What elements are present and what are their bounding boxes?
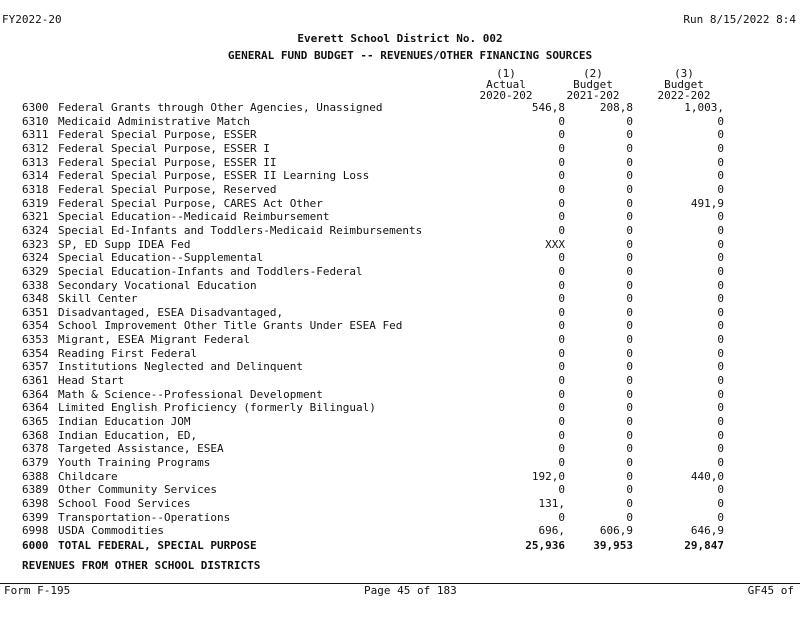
row-actual: 0 [558, 264, 565, 278]
row-budget-2021: 0 [626, 414, 633, 428]
table-row [22, 333, 782, 346]
row-description: Head Start [58, 374, 125, 387]
row-actual: 0 [558, 387, 565, 401]
row-code: 6323 [22, 237, 49, 251]
row-actual: XXX [545, 237, 565, 251]
row-budget-2022: 0 [717, 414, 724, 428]
row-description: USDA Commodities [58, 524, 164, 538]
row-budget-2022: 0 [717, 374, 724, 387]
row-budget-2021: 0 [626, 278, 633, 292]
column-type: Budget [664, 78, 704, 91]
column-years: 2022-202 [657, 89, 711, 102]
table-row [22, 169, 782, 182]
row-budget-2022: 0 [717, 346, 724, 360]
column-type: Actual [486, 78, 526, 91]
row-actual: 0 [558, 251, 565, 265]
row-actual: 131, [538, 496, 565, 510]
table-row [22, 115, 782, 128]
row-actual: 0 [558, 483, 565, 497]
row-code: 6321 [22, 210, 49, 224]
row-code: 6319 [22, 196, 49, 210]
row-budget-2022: 0 [717, 251, 724, 265]
row-description: Special Education--Supplemental [58, 251, 264, 265]
row-budget-2022: 0 [717, 169, 724, 183]
row-code: 6324 [22, 251, 49, 265]
row-budget-2021: 0 [626, 292, 633, 306]
table-row [22, 483, 782, 496]
table-row [22, 292, 782, 305]
row-actual: 0 [558, 114, 565, 128]
row-budget-2022: 0 [717, 141, 724, 155]
table-row [22, 456, 782, 469]
row-code: 6314 [22, 169, 49, 183]
row-description: School Food Services [58, 496, 191, 510]
table-row [22, 224, 782, 237]
row-budget-2022: 0 [717, 305, 724, 319]
row-budget-2021: 0 [626, 305, 633, 319]
row-budget-2022: 0 [717, 455, 724, 469]
row-description: Special Education-Infants and Toddlers-Federal [58, 264, 363, 278]
column-number: (1) [496, 67, 516, 80]
district-name: Everett School District No. 002 [297, 32, 503, 45]
row-budget-2022: 0 [717, 428, 724, 442]
row-actual: 0 [558, 169, 565, 183]
row-budget-2022: 0 [717, 264, 724, 278]
row-budget-2021: 0 [626, 141, 633, 155]
row-code: 6354 [22, 319, 49, 333]
row-code: 6300 [22, 101, 49, 114]
row-description: Targeted Assistance, ESEA [58, 442, 224, 456]
row-actual: 0 [558, 182, 565, 196]
row-budget-2021: 0 [626, 114, 633, 128]
row-description: Federal Special Purpose, ESSER II Learning Loss [58, 169, 370, 183]
row-budget-2022: 0 [717, 210, 724, 224]
column-number: (2) [583, 67, 603, 80]
row-budget-2022: 0 [717, 237, 724, 251]
row-description: Medicaid Administrative Match [58, 114, 251, 128]
row-budget-2021: 0 [626, 387, 633, 401]
row-description: Indian Education JOM [58, 414, 191, 428]
row-budget-2021: 0 [626, 346, 633, 360]
row-description: Secondary Vocational Education [58, 278, 257, 292]
table-row [22, 401, 782, 414]
row-code: 6399 [22, 510, 49, 524]
row-description: Childcare [58, 469, 118, 483]
row-budget-2022: 0 [717, 442, 724, 456]
row-budget-2022: 0 [717, 360, 724, 374]
total-row [22, 539, 782, 552]
row-budget-2021: 0 [626, 442, 633, 456]
table-row [22, 265, 782, 278]
row-description: Special Ed-Infants and Toddlers-Medicaid Reimbursements [58, 223, 423, 237]
row-code: 6353 [22, 333, 49, 347]
row-description: Federal Special Purpose, Reserved [58, 182, 277, 196]
row-actual: 0 [558, 305, 565, 319]
row-actual: 0 [558, 155, 565, 169]
row-description: Federal Special Purpose, ESSER [58, 128, 257, 142]
row-budget-2021: 0 [626, 196, 633, 210]
table-row [22, 142, 782, 155]
row-budget-2021: 0 [626, 428, 633, 442]
row-code: 6388 [22, 469, 49, 483]
row-budget-2022: 0 [717, 319, 724, 333]
row-description: Federal Special Purpose, ESSER I [58, 141, 270, 155]
table-row [22, 497, 782, 510]
total-code: 6000 [22, 539, 49, 552]
row-budget-2021: 0 [626, 401, 633, 415]
row-description: SP, ED Supp IDEA Fed [58, 237, 191, 251]
section-title: GENERAL FUND BUDGET -- REVENUES/OTHER FINANCING SOURCES [227, 49, 593, 62]
row-code: 6998 [22, 524, 49, 538]
row-actual: 0 [558, 128, 565, 142]
row-code: 6364 [22, 387, 49, 401]
row-budget-2021: 0 [626, 237, 633, 251]
row-code: 6338 [22, 278, 49, 292]
row-code: 6365 [22, 414, 49, 428]
row-actual: 0 [558, 278, 565, 292]
row-code: 6318 [22, 182, 49, 196]
row-budget-2021: 0 [626, 155, 633, 169]
row-code: 6368 [22, 428, 49, 442]
form-number: Form F-195 [4, 584, 71, 597]
row-actual: 0 [558, 414, 565, 428]
row-budget-2022: 0 [717, 333, 724, 347]
row-actual: 0 [558, 346, 565, 360]
row-budget-2021: 0 [626, 319, 633, 333]
row-code: 6389 [22, 483, 49, 497]
column-header-budget-2022 [648, 68, 720, 101]
table-row [22, 197, 782, 210]
total-budget-2022: 29,847 [684, 539, 724, 552]
row-budget-2021: 0 [626, 223, 633, 237]
row-description: School Improvement Other Title Grants Under ESEA Fed [58, 319, 403, 333]
row-budget-2021: 0 [626, 264, 633, 278]
table-row [22, 415, 782, 428]
row-actual: 0 [558, 428, 565, 442]
row-budget-2021: 0 [626, 496, 633, 510]
row-budget-2022: 0 [717, 510, 724, 524]
row-budget-2022: 0 [717, 182, 724, 196]
row-budget-2022: 440,0 [690, 469, 724, 483]
row-budget-2021: 208,8 [599, 101, 633, 114]
row-code: 6312 [22, 141, 49, 155]
row-description: Indian Education, ED, [58, 428, 198, 442]
run-time: Run 8/15/2022 8:4 [683, 13, 796, 26]
row-description: Federal Special Purpose, ESSER II [58, 155, 277, 169]
table-row [22, 251, 782, 264]
table-row [22, 306, 782, 319]
row-code: 6379 [22, 455, 49, 469]
row-code: 6324 [22, 223, 49, 237]
row-actual: 0 [558, 455, 565, 469]
row-budget-2022: 646,9 [690, 524, 724, 538]
row-actual: 0 [558, 223, 565, 237]
column-years: 2021-202 [566, 89, 620, 102]
row-description: Skill Center [58, 292, 138, 306]
table-row [22, 101, 782, 114]
table-row [22, 279, 782, 292]
row-budget-2021: 0 [626, 360, 633, 374]
table-row [22, 319, 782, 332]
table-row [22, 238, 782, 251]
row-budget-2021: 0 [626, 169, 633, 183]
row-actual: 0 [558, 360, 565, 374]
row-code: 6354 [22, 346, 49, 360]
table-row [22, 210, 782, 223]
row-actual: 0 [558, 374, 565, 387]
row-budget-2021: 606,9 [599, 524, 633, 538]
row-code: 6311 [22, 128, 49, 142]
row-actual: 0 [558, 210, 565, 224]
row-budget-2021: 0 [626, 483, 633, 497]
row-actual: 696, [538, 524, 565, 538]
row-description: Other Community Services [58, 483, 217, 497]
column-header-budget-2021 [557, 68, 629, 101]
row-actual: 0 [558, 442, 565, 456]
table-row [22, 360, 782, 373]
table-row [22, 442, 782, 455]
row-description: Federal Grants through Other Agencies, Unassigned [58, 101, 383, 114]
row-budget-2021: 0 [626, 251, 633, 265]
row-budget-2022: 0 [717, 292, 724, 306]
row-budget-2021: 0 [626, 333, 633, 347]
row-description: Institutions Neglected and Delinquent [58, 360, 304, 374]
row-budget-2021: 0 [626, 455, 633, 469]
row-description: Math & Science--Professional Development [58, 387, 323, 401]
table-row [22, 511, 782, 524]
row-code: 6348 [22, 292, 49, 306]
row-budget-2022: 0 [717, 128, 724, 142]
row-code: 6351 [22, 305, 49, 319]
column-number: (3) [674, 67, 694, 80]
page-number: Page 45 of 183 [364, 584, 457, 597]
row-description: Migrant, ESEA Migrant Federal [58, 333, 251, 347]
row-budget-2022: 0 [717, 483, 724, 497]
table-row [22, 388, 782, 401]
total-actual: 25,936 [525, 539, 565, 552]
row-description: Disadvantaged, ESEA Disadvantaged, [58, 305, 284, 319]
column-years: 2020-202 [479, 89, 533, 102]
row-budget-2022: 1,003, [684, 101, 724, 114]
row-code: 6361 [22, 374, 49, 387]
row-budget-2021: 0 [626, 374, 633, 387]
report-id: GF45 of [747, 584, 794, 597]
row-actual: 0 [558, 196, 565, 210]
row-budget-2022: 0 [717, 387, 724, 401]
row-description: Youth Training Programs [58, 455, 211, 469]
row-budget-2022: 0 [717, 114, 724, 128]
row-budget-2022: 0 [717, 223, 724, 237]
row-budget-2021: 0 [626, 182, 633, 196]
row-actual: 192,0 [531, 469, 565, 483]
row-actual: 0 [558, 333, 565, 347]
row-code: 6329 [22, 264, 49, 278]
row-code: 6398 [22, 496, 49, 510]
row-actual: 0 [558, 401, 565, 415]
column-type: Budget [573, 78, 613, 91]
row-description: Transportation--Operations [58, 510, 231, 524]
row-actual: 546,8 [531, 101, 565, 114]
row-budget-2021: 0 [626, 210, 633, 224]
row-actual: 0 [558, 141, 565, 155]
row-budget-2022: 0 [717, 401, 724, 415]
row-actual: 0 [558, 510, 565, 524]
row-description: Reading First Federal [58, 346, 198, 360]
row-code: 6310 [22, 114, 49, 128]
row-code: 6364 [22, 401, 49, 415]
table-row [22, 374, 782, 387]
row-description: Special Education--Medicaid Reimbursement [58, 210, 330, 224]
row-actual: 0 [558, 292, 565, 306]
next-section-title: REVENUES FROM OTHER SCHOOL DISTRICTS [22, 559, 261, 572]
fiscal-year: FY2022-20 [2, 13, 62, 26]
table-row [22, 183, 782, 196]
row-budget-2021: 0 [626, 510, 633, 524]
row-budget-2021: 0 [626, 128, 633, 142]
row-budget-2022: 0 [717, 278, 724, 292]
row-budget-2022: 0 [717, 496, 724, 510]
table-row [22, 470, 782, 483]
row-code: 6378 [22, 442, 49, 456]
total-description: TOTAL FEDERAL, SPECIAL PURPOSE [58, 539, 257, 552]
row-budget-2021: 0 [626, 469, 633, 483]
table-row [22, 524, 782, 537]
table-row [22, 128, 782, 141]
row-description: Federal Special Purpose, CARES Act Other [58, 196, 323, 210]
column-header-actual [470, 68, 542, 101]
table-row [22, 347, 782, 360]
table-row [22, 156, 782, 169]
row-code: 6313 [22, 155, 49, 169]
row-budget-2022: 0 [717, 155, 724, 169]
row-budget-2022: 491,9 [690, 196, 724, 210]
row-description: Limited English Proficiency (formerly Bilingual) [58, 401, 376, 415]
row-code: 6357 [22, 360, 49, 374]
total-budget-2021: 39,953 [593, 539, 633, 552]
row-actual: 0 [558, 319, 565, 333]
table-row [22, 429, 782, 442]
